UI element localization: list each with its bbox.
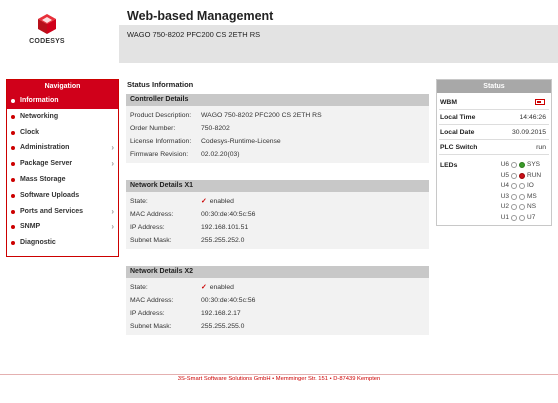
footer-divider bbox=[0, 374, 558, 375]
network-details-x2-panel bbox=[126, 266, 429, 335]
led-name: U2 bbox=[500, 203, 509, 210]
nav-item-label: Package Server bbox=[20, 160, 73, 168]
status-label: Local Date bbox=[440, 129, 475, 136]
led-off-icon bbox=[511, 215, 517, 221]
nav-item-diagnostic[interactable] bbox=[7, 235, 118, 251]
local-time-value: 14:46:26 bbox=[519, 114, 546, 121]
leds-label: LEDs bbox=[440, 162, 458, 169]
detail-value bbox=[201, 281, 234, 294]
led-name: MS bbox=[527, 192, 537, 200]
chevron-right-icon: › bbox=[111, 159, 114, 169]
led-row bbox=[499, 160, 551, 171]
panel-heading: Network Details X2 bbox=[126, 266, 429, 278]
panel-heading: Network Details X1 bbox=[126, 180, 429, 192]
nav-item-ports-and-services[interactable] bbox=[7, 204, 118, 220]
footer-text: 3S-Smart Software Solutions GmbH • Memminger Str. 151 • D-87439 Kempten bbox=[177, 376, 381, 382]
nav-item-package-server[interactable] bbox=[7, 156, 118, 172]
status-label: PLC Switch bbox=[440, 144, 478, 151]
detail-row bbox=[126, 281, 429, 294]
nav-item-label: Information bbox=[20, 97, 59, 104]
detail-row bbox=[126, 234, 429, 247]
navigation-list bbox=[7, 93, 118, 251]
status-label: Local Time bbox=[440, 114, 476, 121]
navigation-panel bbox=[6, 79, 119, 257]
status-panel bbox=[436, 79, 552, 226]
checkmark-icon: ✓ bbox=[201, 284, 207, 291]
detail-value: WAGO 750-8202 PFC200 CS 2ETH RS bbox=[201, 112, 322, 119]
panel-body bbox=[126, 106, 429, 163]
nav-item-software-uploads[interactable] bbox=[7, 188, 118, 204]
detail-label: IP Address: bbox=[130, 224, 165, 231]
chevron-right-icon: › bbox=[111, 143, 114, 153]
detail-label: Order Number: bbox=[130, 125, 176, 132]
led-grid bbox=[499, 160, 551, 223]
panel-heading: Controller Details bbox=[126, 94, 429, 106]
detail-row bbox=[126, 320, 429, 333]
led-name: U4 bbox=[500, 182, 509, 189]
led-off-icon bbox=[511, 173, 517, 179]
status-row-local-time bbox=[439, 110, 549, 125]
detail-value: 750-8202 bbox=[201, 125, 230, 132]
controller-details-panel bbox=[126, 94, 429, 163]
status-label: WBM bbox=[440, 99, 457, 106]
led-row bbox=[499, 181, 551, 192]
detail-value: 00:30:de:40:5c:56 bbox=[201, 297, 256, 304]
led-name: SYS bbox=[527, 161, 541, 168]
detail-row bbox=[126, 148, 429, 161]
detail-label: State: bbox=[130, 284, 148, 291]
bullet-icon bbox=[11, 241, 15, 245]
led-name: U7 bbox=[527, 213, 536, 221]
led-off-icon bbox=[519, 204, 525, 210]
detail-value: Codesys-Runtime-License bbox=[201, 138, 281, 145]
bullet-icon bbox=[11, 115, 15, 119]
led-name: RUN bbox=[527, 171, 542, 179]
detail-value: 02.02.20(03) bbox=[201, 151, 240, 158]
nav-item-clock[interactable] bbox=[7, 125, 118, 141]
detail-row bbox=[126, 195, 429, 208]
state-value: enabled bbox=[209, 284, 234, 291]
bullet-icon bbox=[11, 210, 15, 214]
detail-label: Subnet Mask: bbox=[130, 237, 172, 244]
detail-label: Firmware Revision: bbox=[130, 151, 189, 158]
led-name: U3 bbox=[500, 192, 509, 200]
panel-body bbox=[126, 192, 429, 249]
detail-value: 255.255.255.0 bbox=[201, 323, 245, 330]
status-row-wbm bbox=[439, 95, 549, 110]
navigation-heading: Navigation bbox=[7, 80, 118, 93]
led-green-icon bbox=[519, 162, 525, 168]
led-off-icon bbox=[519, 194, 525, 200]
led-row bbox=[499, 202, 551, 213]
bullet-icon bbox=[11, 178, 15, 182]
led-row bbox=[499, 192, 551, 203]
status-row-plc-switch bbox=[439, 140, 549, 155]
bullet-icon bbox=[11, 131, 15, 135]
bullet-icon bbox=[11, 99, 15, 103]
detail-row bbox=[126, 221, 429, 234]
detail-row bbox=[126, 109, 429, 122]
bullet-icon bbox=[11, 146, 15, 150]
led-name: U6 bbox=[500, 161, 509, 168]
led-off-icon bbox=[511, 194, 517, 200]
wbm-indicator-icon bbox=[535, 99, 545, 105]
detail-label: Subnet Mask: bbox=[130, 323, 172, 330]
led-off-icon bbox=[511, 183, 517, 189]
detail-label: MAC Address: bbox=[130, 297, 174, 304]
section-title: Status Information bbox=[127, 80, 194, 89]
device-name: WAGO 750-8202 PFC200 CS 2ETH RS bbox=[127, 30, 261, 39]
led-name: IO bbox=[527, 182, 534, 189]
local-date-value: 30.09.2015 bbox=[511, 129, 546, 136]
led-name: U1 bbox=[500, 213, 509, 221]
detail-label: License Information: bbox=[130, 138, 192, 145]
detail-label: State: bbox=[130, 198, 148, 205]
nav-item-label: Software Uploads bbox=[20, 191, 80, 199]
detail-value: 255.255.252.0 bbox=[201, 237, 245, 244]
led-name: NS bbox=[527, 203, 537, 210]
detail-value bbox=[201, 195, 234, 208]
status-heading: Status bbox=[437, 80, 551, 93]
nav-item-label: Clock bbox=[20, 128, 40, 136]
network-details-x1-panel bbox=[126, 180, 429, 249]
detail-value: 192.168.101.51 bbox=[201, 224, 249, 231]
led-name: U5 bbox=[500, 171, 509, 179]
codesys-logo bbox=[21, 10, 73, 52]
nav-item-snmp[interactable] bbox=[7, 219, 118, 235]
state-value: enabled bbox=[209, 198, 234, 205]
nav-item-label: SNMP bbox=[20, 223, 41, 231]
nav-item-label: Ports and Services bbox=[20, 207, 84, 215]
detail-label: Product Description: bbox=[130, 112, 192, 119]
led-off-icon bbox=[519, 183, 525, 189]
detail-label: MAC Address: bbox=[130, 211, 174, 218]
nav-item-label: Diagnostic bbox=[20, 239, 56, 247]
panel-body bbox=[126, 278, 429, 335]
checkmark-icon: ✓ bbox=[201, 198, 207, 205]
detail-row bbox=[126, 122, 429, 135]
logo-text: CODESYS bbox=[29, 38, 65, 45]
led-off-icon bbox=[511, 204, 517, 210]
detail-label: IP Address: bbox=[130, 310, 165, 317]
page-title: Web-based Management bbox=[127, 9, 274, 23]
detail-value: 192.168.2.17 bbox=[201, 310, 241, 317]
led-red-icon bbox=[519, 173, 525, 179]
led-off-icon bbox=[511, 162, 517, 168]
detail-row bbox=[126, 208, 429, 221]
detail-row bbox=[126, 135, 429, 148]
detail-value: 00:30:de:40:5c:56 bbox=[201, 211, 256, 218]
nav-item-label: Administration bbox=[20, 144, 70, 152]
chevron-right-icon: › bbox=[111, 206, 114, 216]
bullet-icon bbox=[11, 225, 15, 229]
nav-item-information[interactable] bbox=[7, 93, 118, 109]
chevron-right-icon: › bbox=[111, 222, 114, 232]
nav-item-administration[interactable] bbox=[7, 140, 118, 156]
led-off-icon bbox=[519, 215, 525, 221]
detail-row bbox=[126, 294, 429, 307]
nav-item-label: Networking bbox=[20, 112, 59, 120]
plc-switch-value: run bbox=[536, 144, 546, 151]
nav-item-networking[interactable] bbox=[7, 109, 118, 125]
bullet-icon bbox=[11, 194, 15, 198]
detail-row bbox=[126, 307, 429, 320]
bullet-icon bbox=[11, 162, 15, 166]
led-row bbox=[499, 213, 551, 224]
nav-item-mass-storage[interactable] bbox=[7, 172, 118, 188]
cube-logo-icon bbox=[37, 13, 57, 35]
led-row bbox=[499, 171, 551, 182]
status-row-local-date bbox=[439, 125, 549, 140]
nav-item-label: Mass Storage bbox=[20, 175, 66, 183]
